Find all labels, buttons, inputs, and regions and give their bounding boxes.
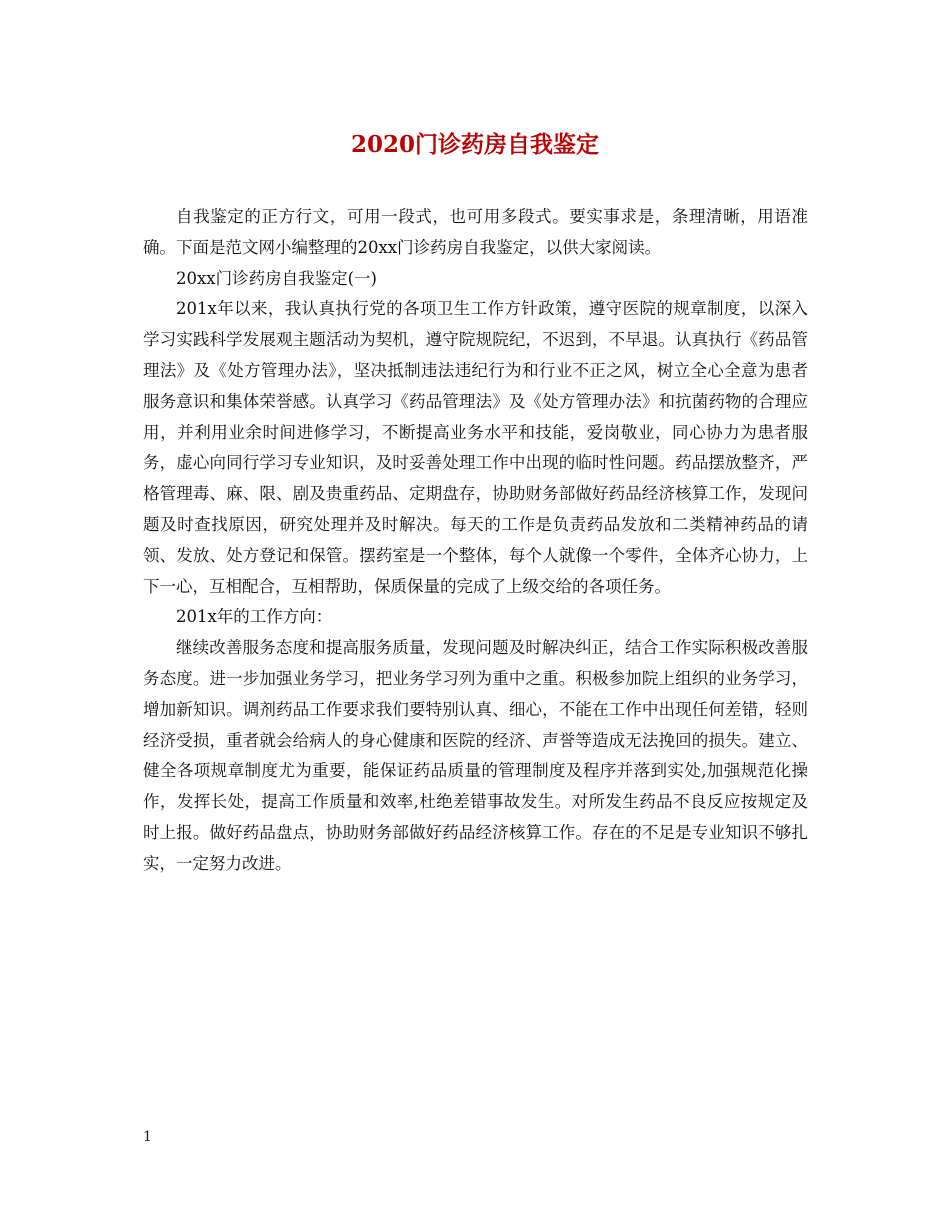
body-paragraph-2: 继续改善服务态度和提高服务质量，发现问题及时解决纠正，结合工作实际积极改善服务态度。进一步加强业务学习，把业务学习列为重中之重。积极参加院上组织的业务学习，增加新知识。调剂药品工作要求我们要特别认真、细心，不能在工作中出现任何差错，轻则经济受损，重者就会给病人的身心健康和医院的经济、声誉等造成无法挽回的损失。建立、健全各项规章制度尤为重要，能保证药品质量的管理制度及程序并落到实处,加强规范化操作，发挥长处，提高工作质量和效率,杜绝差错事故发生。对所发生药品不良反应按规定及时上报。做好药品盘点，协助财务部做好药品经济核算工作。存在的不足是专业知识不够扎实，一定努力改进。 <box>143 638 808 873</box>
page-number: 1 <box>143 1129 152 1145</box>
intro-paragraph: 自我鉴定的正方行文，可用一段式，也可用多段式。要实事求是，条理清晰，用语准确。下面是范文网小编整理的20xx门诊药房自我鉴定，以供大家阅读。 <box>143 207 808 257</box>
section-heading-2: 201x年的工作方向： <box>176 607 333 627</box>
document-title: 2020门诊药房自我鉴定 <box>350 131 599 158</box>
body-paragraph-1: 201x年以来，我认真执行党的各项卫生工作方针政策，遵守医院的规章制度，以深入学习实践科学发展观主题活动为契机，遵守院规院纪，不迟到，不早退。认真执行《药品管理法》及《处方管理办法》，坚决抵制违法违纪行为和行业不正之风，树立全心全意为患者服务意识和集体荣誉感。认真学习《药品管理法》及《处方管理办法》和抗菌药物的合理应用，并利用业余时间进修学习，不断提高业务水平和技能，爱岗敬业，同心协力为患者服务，虚心向同行学习专业知识，及时妥善处理工作中出现的临时性问题。药品摆放整齐，严格管理毒、麻、限、剧及贵重药品、定期盘存，协助财务部做好药品经济核算工作，发现问题及时查找原因，研究处理并及时解决。每天的工作是负责药品发放和二类精神药品的请领、发放、处方登记和保管。摆药室是一个整体，每个人就像一个零件，全体齐心协力，上下一心，互相配合，互相帮助，保质保量的完成了上级交给的各项任务。 <box>143 299 808 596</box>
section-heading-1: 20xx门诊药房自我鉴定(一) <box>176 268 377 288</box>
document-body <box>143 202 808 880</box>
